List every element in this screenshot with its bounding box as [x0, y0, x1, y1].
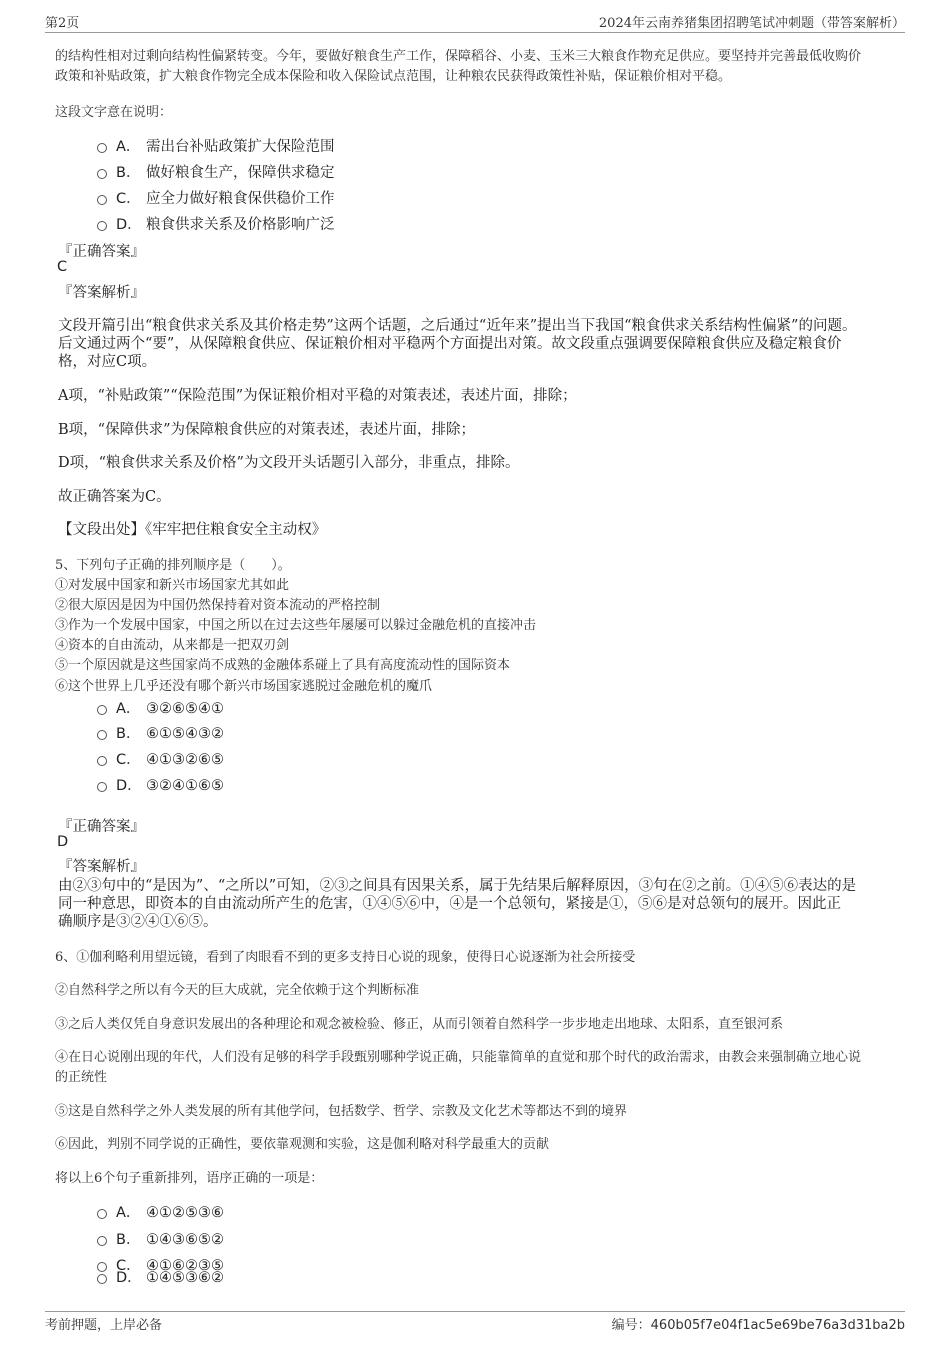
q5-sentence-2: ②很大原因是因为中国仍然保持着对资本流动的严格控制: [55, 598, 381, 613]
option-text: 需出台补贴政策扩大保险范围: [146, 139, 335, 155]
option-text: 做好粮食生产，保障供求稳定: [146, 165, 335, 181]
option-letter: B．: [116, 165, 141, 181]
answer-label: 『正确答案』: [58, 244, 145, 260]
header-rule: [45, 32, 905, 33]
code-label: 编号：: [611, 1318, 651, 1333]
footer-slogan: 考前押题，上岸必备: [45, 1318, 163, 1333]
option-text: ④①⑥②③⑤: [146, 1258, 224, 1274]
analysis-option-d: D项，“粮食供求关系及价格”为文段开头话题引入部分，非重点，排除。: [58, 455, 520, 471]
document-code: [612, 1314, 905, 1333]
radio-icon[interactable]: [97, 1274, 107, 1284]
q6-option-b[interactable]: [97, 1228, 224, 1249]
option-text: ⑥①⑤④③②: [146, 726, 224, 742]
q5-option-b[interactable]: [97, 722, 224, 743]
option-letter: D．: [116, 217, 142, 233]
q4-option-c[interactable]: [97, 187, 335, 208]
option-text: ①④⑤③⑥②: [146, 1270, 224, 1286]
option-text: ④①②⑤③⑥: [146, 1205, 224, 1221]
answer-value: C: [57, 259, 68, 275]
q4-option-b[interactable]: [97, 161, 335, 182]
analysis-option-a: A项，“补贴政策”“保险范围”为保证粮价相对平稳的对策表述，表述片面，排除；: [58, 388, 577, 404]
radio-icon[interactable]: [97, 221, 107, 231]
q6-sentence-1: 6、①伽利略利用望远镜，看到了肉眼看不到的更多支持日心说的现象，使得日心说逐渐为社会所接受: [55, 950, 636, 965]
passage-line-2: 政策和补贴政策，扩大粮食作物完全成本保险和收入保险试点范围，让种粮农民获得政策性补贴，保证粮价相对平稳。: [55, 69, 732, 84]
radio-icon[interactable]: [97, 730, 107, 740]
analysis-line-2: 同一种意思，即资本的自由流动所产生的危害，①④⑤⑥中，④是一个总领句，紧接是①，⑤⑥是对总领句的展开。因此正: [58, 896, 841, 912]
radio-icon[interactable]: [97, 756, 107, 766]
analysis-option-b: B项，“保障供求”为保障粮食供应的对策表述，表述片面，排除；: [58, 422, 475, 438]
option-letter: D．: [116, 1270, 142, 1286]
radio-icon[interactable]: [97, 169, 107, 179]
option-letter: B．: [116, 1232, 141, 1248]
q5-stem: 5、下列句子正确的排列顺序是（ ）。: [55, 558, 291, 573]
q5-option-a[interactable]: [97, 697, 224, 718]
option-text: ③②④①⑥⑤: [146, 778, 224, 794]
option-letter: A．: [116, 1205, 141, 1221]
conclusion: 故正确答案为C。: [58, 489, 171, 505]
option-letter: D．: [116, 778, 142, 794]
q6-sentence-2: ②自然科学之所以有今天的巨大成就，完全依赖于这个判断标准: [55, 983, 420, 998]
option-letter: C．: [116, 191, 141, 207]
q5-option-c[interactable]: [97, 748, 224, 769]
option-letter: C．: [116, 752, 141, 768]
radio-icon[interactable]: [97, 1236, 107, 1246]
q4-option-d[interactable]: [97, 213, 335, 234]
footer-rule: [45, 1311, 905, 1312]
question-prompt: 这段文字意在说明：: [55, 105, 173, 120]
q6-sentence-4-cont: 的正统性: [55, 1070, 108, 1085]
analysis-line-1: 文段开篇引出“粮食供求关系及其价格走势”这两个话题，之后通过“近年来”提出当下我国“粮食供求关系结构性偏紧”的问题。: [58, 318, 857, 334]
analysis-line-1: 由②③句中的“是因为”、“之所以”可知，②③之间具有因果关系，属于先结果后解释原因，③句在②之前。①④⑤⑥表达的是: [58, 878, 857, 894]
analysis-line-3: 确顺序是③②④①⑥⑤。: [58, 914, 218, 930]
passage-source: 【文段出处】《牢牢把住粮食安全主动权》: [58, 522, 327, 538]
q5-option-d[interactable]: [97, 774, 224, 795]
q5-sentence-1: ①对发展中国家和新兴市场国家尤其如此: [55, 578, 290, 593]
q5-sentence-4: ④资本的自由流动，从来都是一把双刃剑: [55, 638, 290, 653]
analysis-label: 『答案解析』: [58, 859, 145, 875]
q6-sentence-3: ③之后人类仅凭自身意识发展出的各种理论和观念被检验、修正，从而引领着自然科学一步步地走出地球、太阳系，直至银河系: [55, 1017, 784, 1032]
radio-icon[interactable]: [97, 1209, 107, 1219]
analysis-line-3: 格，对应C项。: [58, 354, 157, 370]
code-value: 460b05f7e04f1ac5e69be76a3d31ba2b: [650, 1318, 905, 1333]
passage-line-1: 的结构性相对过剩向结构性偏紧转变。今年，要做好粮食生产工作，保障稻谷、小麦、玉米三大粮食作物充足供应。要坚持并完善最低收购价: [55, 49, 862, 64]
option-text: ③②⑥⑤④①: [146, 701, 224, 717]
q5-sentence-3: ③作为一个发展中国家，中国之所以在过去这些年屡屡可以躲过金融危机的直接冲击: [55, 618, 537, 633]
option-letter: A．: [116, 139, 141, 155]
page-number: 第2页: [45, 16, 80, 31]
option-letter: C．: [116, 1258, 141, 1274]
document-title: 2024年云南养猪集团招聘笔试冲刺题（带答案解析）: [598, 16, 905, 31]
q6-sentence-4: ④在日心说刚出现的年代，人们没有足够的科学手段甄别哪种学说正确，只能靠简单的直觉和那个时代的政治需求，由教会来强制确立地心说: [55, 1050, 862, 1065]
analysis-label: 『答案解析』: [58, 285, 145, 301]
q6-sentence-6: ⑥因此，判别不同学说的正确性，要依靠观测和实验，这是伽利略对科学最重大的贡献: [55, 1137, 550, 1152]
radio-icon[interactable]: [97, 782, 107, 792]
radio-icon[interactable]: [97, 195, 107, 205]
q6-option-a[interactable]: [97, 1201, 224, 1222]
option-text: ④①③②⑥⑤: [146, 752, 224, 768]
option-text: ①④③⑥⑤②: [146, 1232, 224, 1248]
radio-icon[interactable]: [97, 705, 107, 715]
option-letter: B．: [116, 726, 141, 742]
q6-sentence-5: ⑤这是自然科学之外人类发展的所有其他学问，包括数学、哲学、宗教及文化艺术等都达不到的境界: [55, 1104, 628, 1119]
answer-label: 『正确答案』: [58, 819, 145, 835]
q5-sentence-5: ⑤一个原因就是这些国家尚不成熟的金融体系碰上了具有高度流动性的国际资本: [55, 658, 511, 673]
option-letter: A．: [116, 701, 141, 717]
q6-option-d[interactable]: [97, 1266, 224, 1287]
q4-option-a[interactable]: [97, 135, 335, 156]
q5-sentence-6: ⑥这个世界上几乎还没有哪个新兴市场国家逃脱过金融危机的魔爪: [55, 679, 433, 694]
analysis-line-2: 后文通过两个“要”，从保障粮食供应、保证粮价相对平稳两个方面提出对策。故文段重点强调要保障粮食供应及稳定粮食价: [58, 336, 842, 352]
radio-icon[interactable]: [97, 143, 107, 153]
option-text: 应全力做好粮食保供稳价工作: [146, 191, 335, 207]
option-text: 粮食供求关系及价格影响广泛: [146, 217, 335, 233]
answer-value: D: [57, 834, 69, 850]
q6-prompt: 将以上6个句子重新排列，语序正确的一项是：: [55, 1171, 324, 1186]
